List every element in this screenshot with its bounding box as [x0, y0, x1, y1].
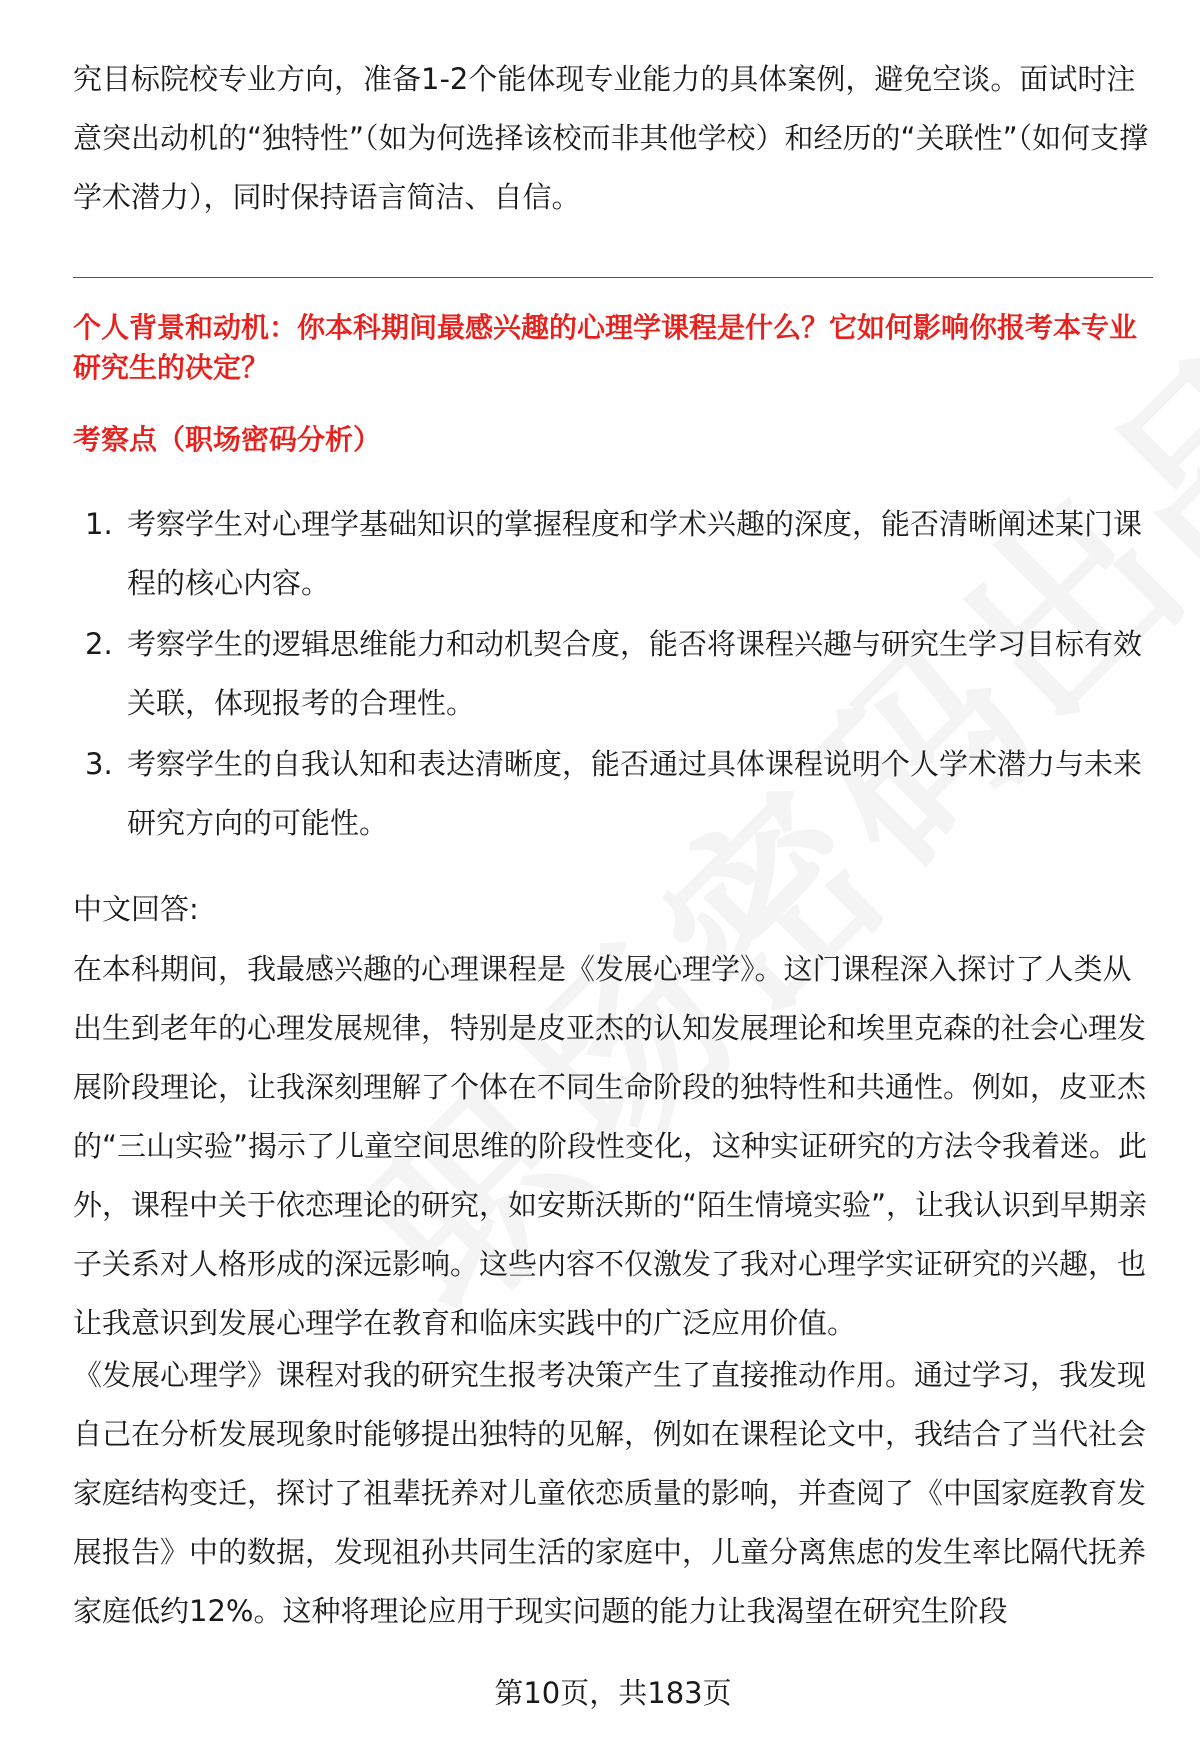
list-item — [73, 495, 1153, 613]
list-item-text: 考察学生的逻辑思维能力和动机契合度，能否将课程兴趣与研究生学习目标有效关联，体现报考的合理性。 — [127, 627, 1143, 720]
section-divider — [73, 277, 1153, 278]
points-list — [73, 495, 1153, 855]
question-heading: 个人背景和动机：你本科期间最感兴趣的心理学课程是什么？它如何影响你报考本专业研究生的决定？ — [73, 311, 1138, 384]
page-footer: 第10页，共183页 — [494, 1676, 732, 1710]
list-item — [73, 735, 1153, 853]
list-item-number: 2. — [85, 627, 113, 661]
points-title: 考察点（职场密码分析） — [73, 423, 382, 456]
list-item-text: 考察学生对心理学基础知识的掌握程度和学术兴趣的深度，能否清晰阐述某门课程的核心内容。 — [127, 507, 1143, 600]
intro-paragraph: 究目标院校专业方向，准备1-2个能体现专业能力的具体案例，避免空谈。面试时注意突出动机的“独特性”（如为何选择该校而非其他学校）和经历的“关联性”（如何支撑学术潜力），同时保持语言简洁、自信。 — [73, 62, 1149, 214]
list-item-text: 考察学生的自我认知和表达清晰度，能否通过具体课程说明个人学术潜力与未来研究方向的可能性。 — [127, 747, 1143, 840]
list-item-number: 3. — [85, 747, 113, 781]
answer-paragraph: 在本科期间，我最感兴趣的心理课程是《发展心理学》。这门课程深入探讨了人类从出生到老年的心理发展规律，特别是皮亚杰的认知发展理论和埃里克森的社会心理发展阶段理论，让我深刻理解了个体在不同生命阶段的独特性和共通性。例如，皮亚杰的“三山实验”揭示了儿童空间思维的阶段性变化，这种实证研究的方法令我着迷。此外，课程中关于依恋理论的研究，如安斯沃斯的“陌生情境实验”，让我认识到早期亲子关系对人格形成的深远影响。这些内容不仅激发了我对心理学实证研究的兴趣，也让我意识到发展心理学在教育和临床实践中的广泛应用价值。 — [73, 952, 1148, 1340]
list-item-number: 1. — [85, 507, 113, 541]
answer-label: 中文回答: — [73, 892, 199, 926]
answer-paragraph: 《发展心理学》课程对我的研究生报考决策产生了直接推动作用。通过学习，我发现自己在分析发展现象时能够提出独特的见解，例如在课程论文中，我结合了当代社会家庭结构变迁，探讨了祖辈抚养对儿童依恋质量的影响，并查阅了《中国家庭教育发展报告》中的数据，发现祖孙共同生活的家庭中，儿童分离焦虑的发生率比隔代抚养家庭低约12%。这种将理论应用于现实问题的能力让我渴望在研究生阶段 — [73, 1358, 1147, 1628]
list-item — [73, 615, 1153, 733]
document-page — [73, 0, 1153, 1755]
